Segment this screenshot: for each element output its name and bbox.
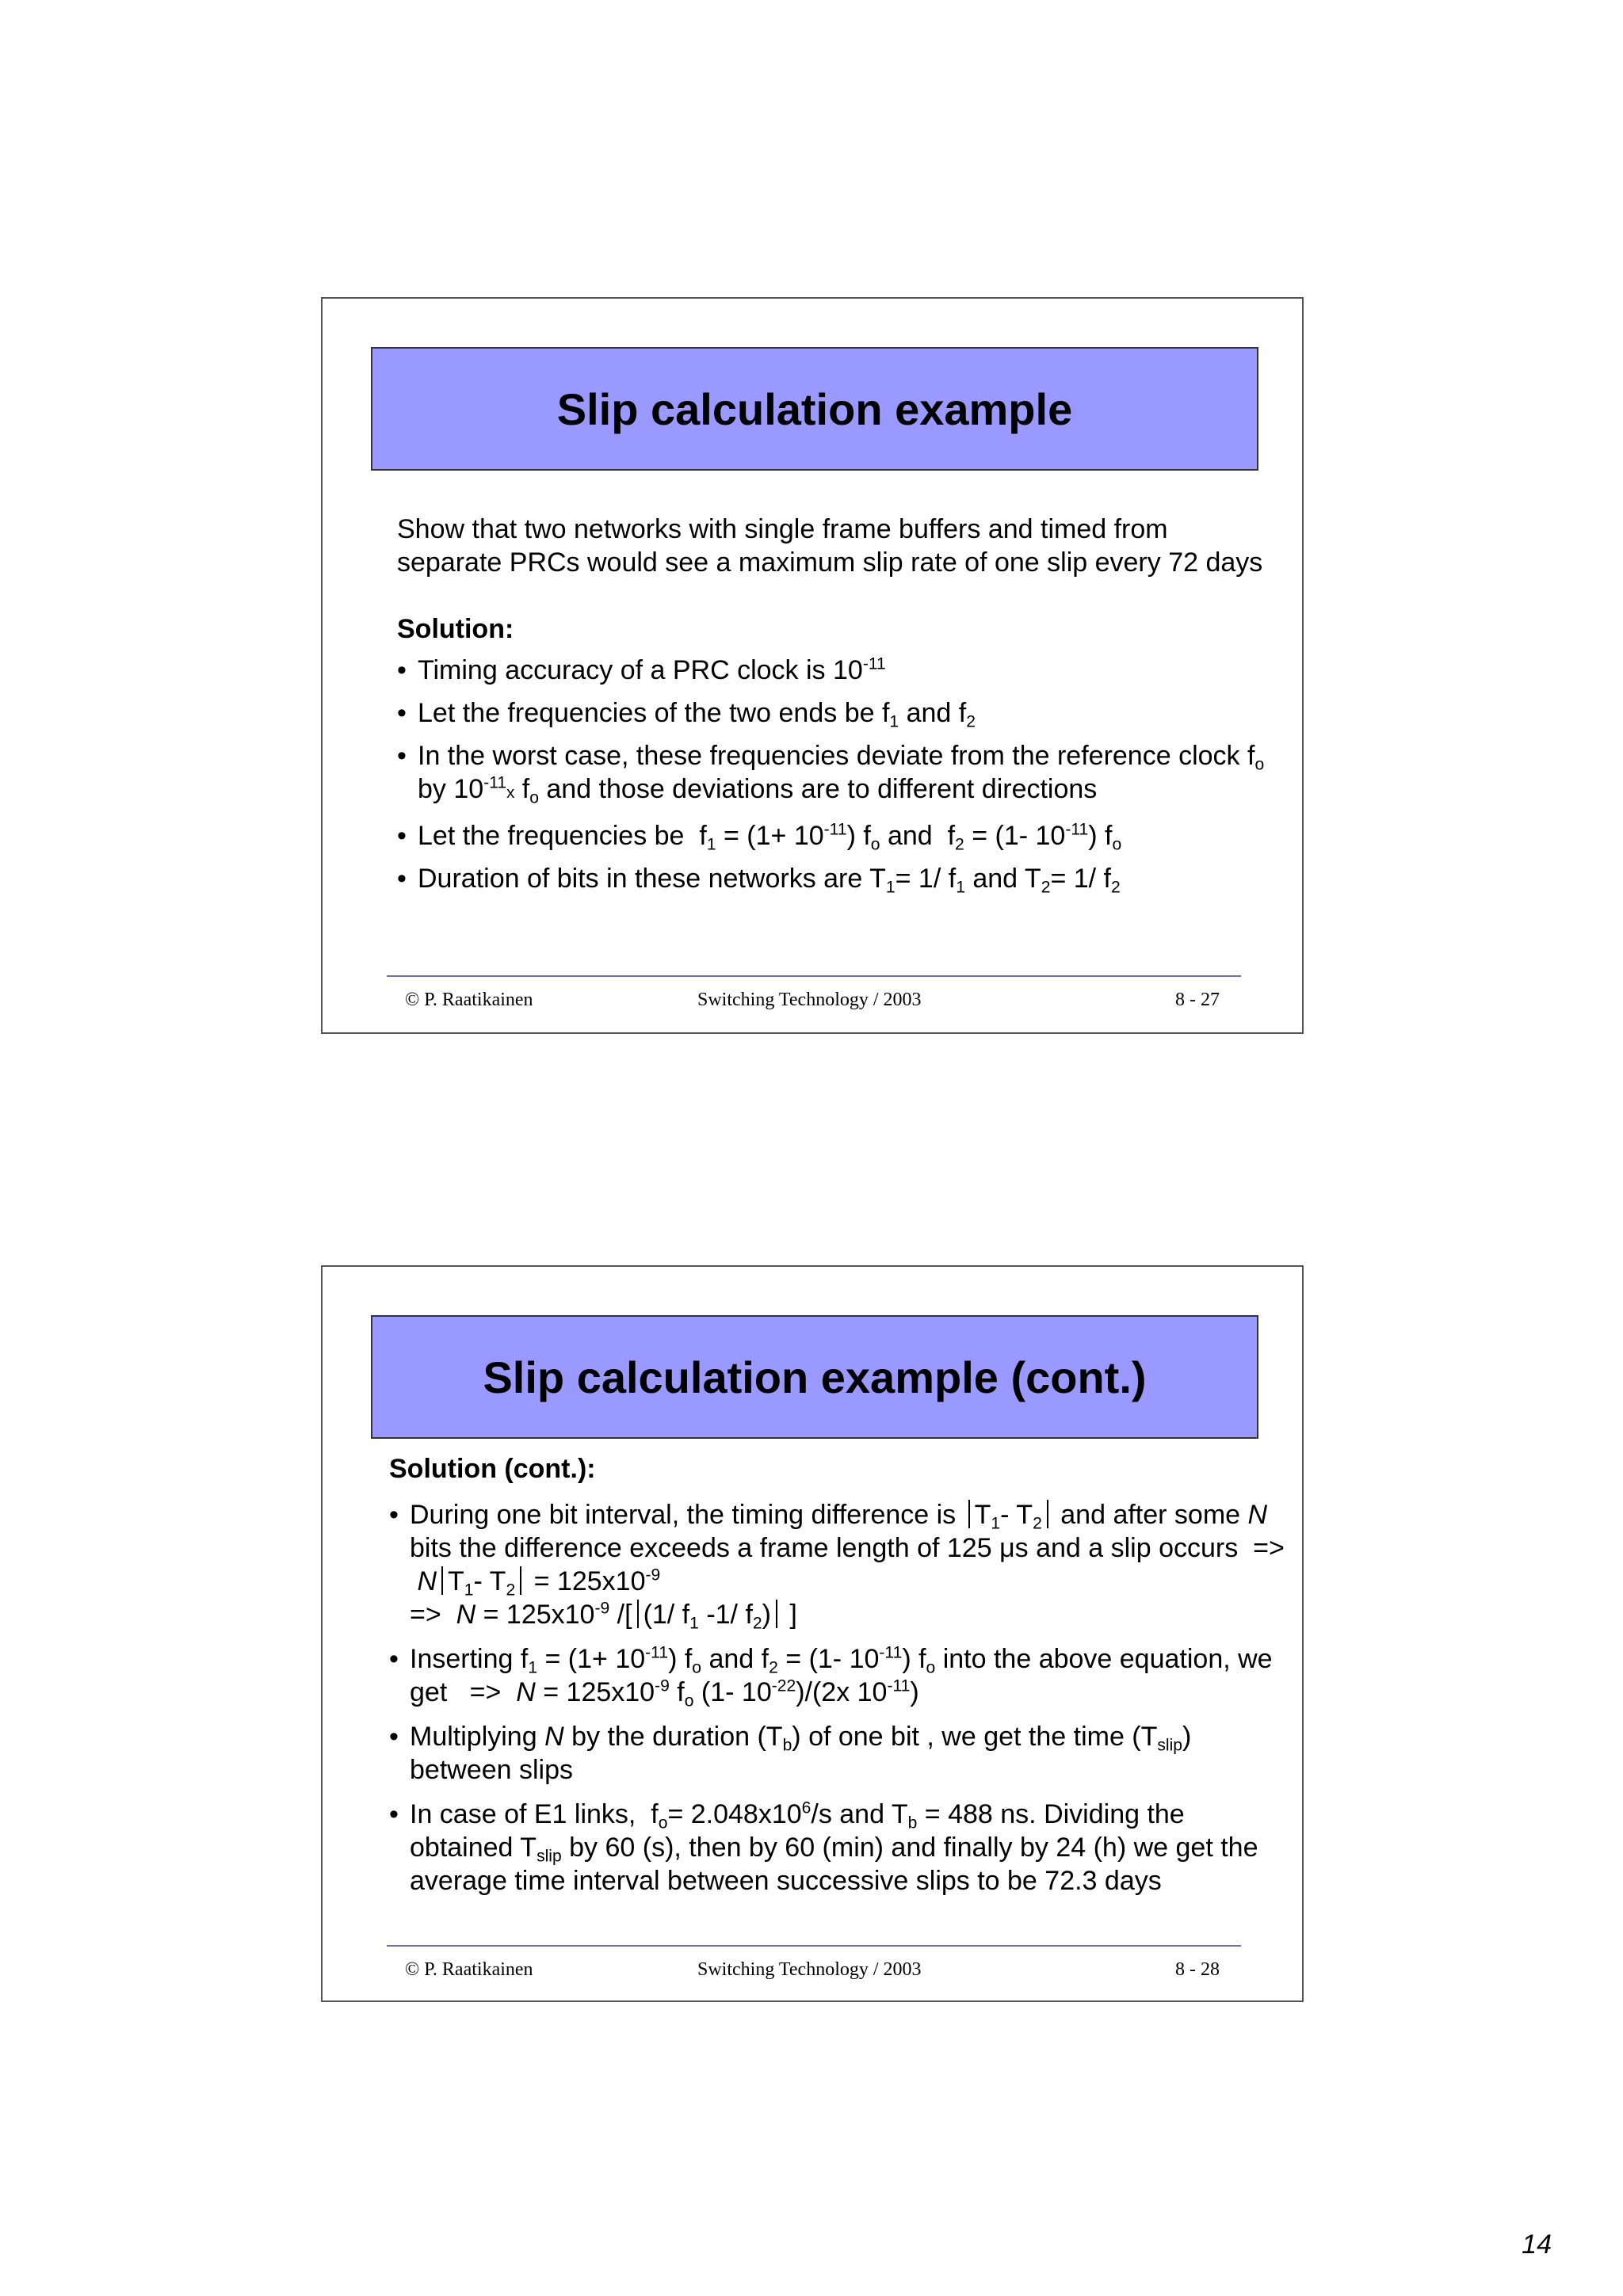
slide-title: Slip calculation example (cont.) xyxy=(483,1352,1147,1402)
list-item: • Let the frequencies be $f_1 = (1+ 10^{-11})$ $f_o$ and $f_2 = (1-$ $10^{-11}$) $f_o$ xyxy=(397,819,1277,852)
list-item: • During one bit interval, the timing difference is $T_1-$ $T_2$ and after some N bits the difference exceeds a frame length of 125 μs and a slip occurs => N $T_1-$ $T_2 = 125x10^{-9}$ => $N = 125x10^{-9}$ /[ (1/ $f_1$ -1/ $f_2$) ] xyxy=(389,1498,1285,1631)
slide-body xyxy=(389,1452,1285,1909)
solution-list xyxy=(389,1498,1285,1897)
footer-course: Switching Technology / 2003 xyxy=(697,990,922,1010)
footer-slide-number: 8 - 27 xyxy=(1175,990,1220,1010)
slide-title-box xyxy=(371,347,1258,471)
list-item: • Let the frequencies of the two ends be $f_1$ and $f_2$ xyxy=(397,696,1277,730)
list-item: • Timing accuracy of a PRC clock is $10^{-11}$ xyxy=(397,654,1277,687)
list-item: • In case of E1 links, $f_o= 2.048x10^6/s$ and $T_b = 488$ ns. Dividing the obtained $T_{slip}$ by 60 (s), then by 60 (min) and finally by 24 (h) we get the average time interval between successive slips to be 72.3 days xyxy=(389,1798,1285,1897)
list-item: • In the worst case, these frequencies deviate from the reference clock $f_o$ by $10^{-11}x$ $f_o$ and those deviations are to different directions xyxy=(397,739,1277,810)
slide-8-28 xyxy=(321,1265,1304,2002)
list-item: • Duration of bits in these networks are $T_1= 1/$ $f_1$ and $T_2= 1/$ $f_2$ xyxy=(397,862,1277,895)
footer-slide-number: 8 - 28 xyxy=(1175,1959,1220,1980)
slide-8-27 xyxy=(321,297,1304,1034)
slide-title: Slip calculation example xyxy=(556,383,1073,434)
solution-heading: Solution: xyxy=(397,614,514,644)
solution-heading: Solution (cont.): xyxy=(389,1454,596,1484)
footer-author: © P. Raatikainen xyxy=(405,990,533,1010)
list-item: • Multiplying N by the duration $(T_b)$ of one bit , we get the time $(T_{slip})$ between slips xyxy=(389,1720,1285,1787)
page-number: 14 xyxy=(1522,2229,1552,2260)
footer-divider xyxy=(387,1945,1241,1947)
slide-body xyxy=(397,513,1277,905)
list-item: • Inserting $f_1 = (1+ 10^{-11})$ $f_o$ and $f_2 = (1-$ $10^{-11}$) $f_o$ into the above equation, we get => $N = 125x10^{-9}$ $f_o$ (1- $10^{-22})/(2x$ $10^{-11}$) xyxy=(389,1642,1285,1709)
solution-list xyxy=(397,654,1277,895)
slide-title-box xyxy=(371,1315,1258,1439)
footer-divider xyxy=(387,975,1241,977)
problem-statement: Show that two networks with single frame buffers and timed from separate PRCs would see a maximum slip rate of one slip every 72 days xyxy=(397,514,1263,578)
footer-author: © P. Raatikainen xyxy=(405,1959,533,1980)
footer-course: Switching Technology / 2003 xyxy=(697,1959,922,1980)
